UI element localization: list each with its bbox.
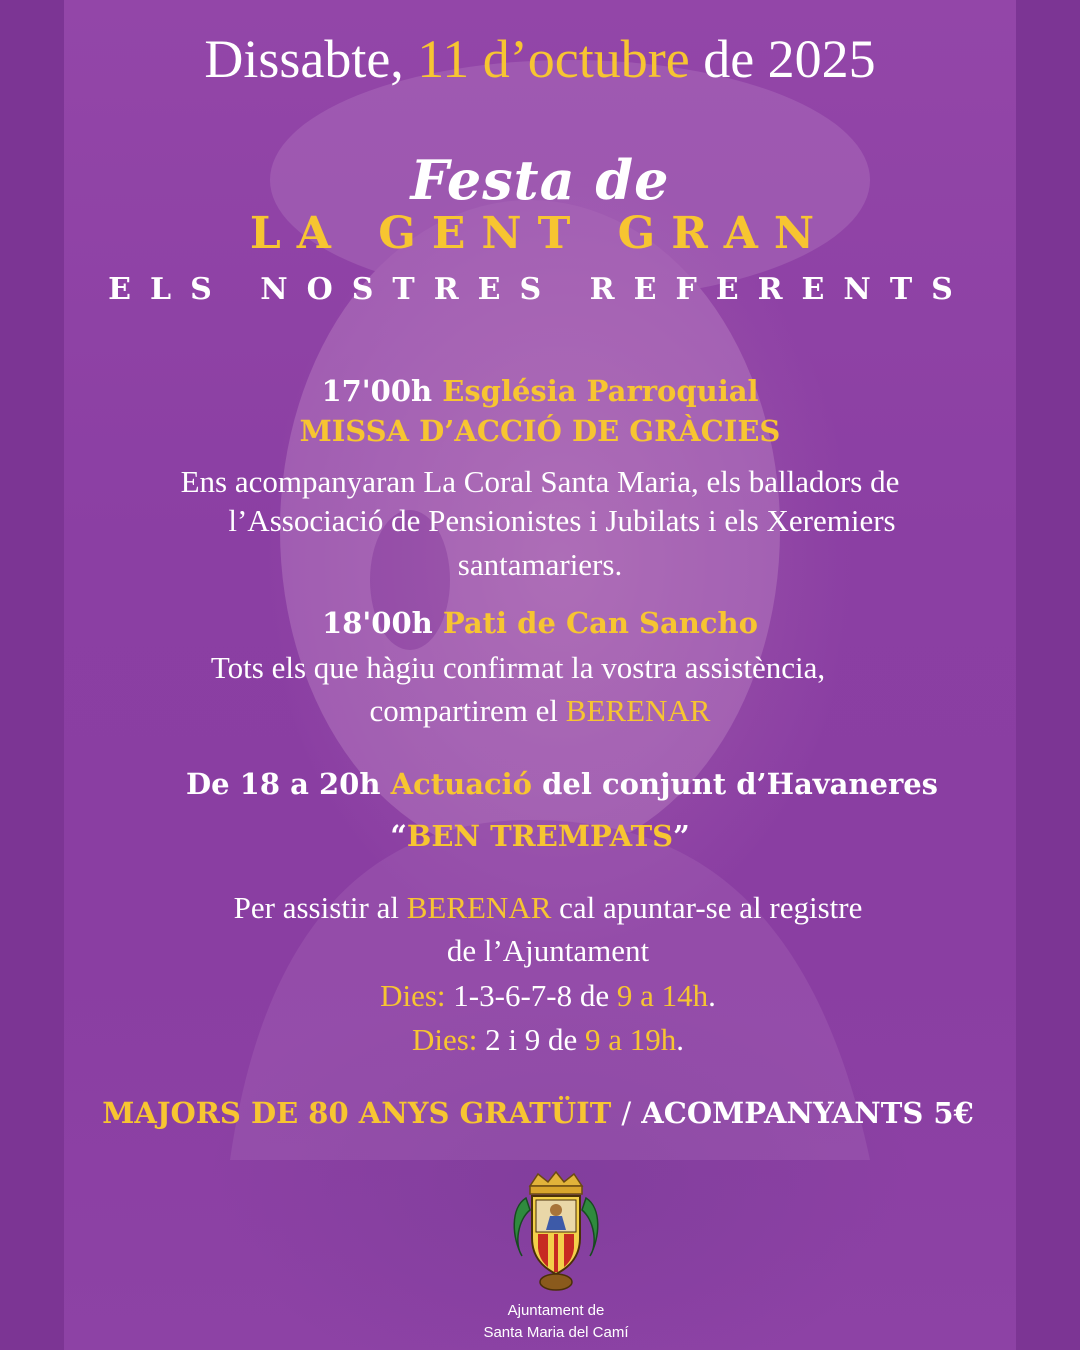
date-prefix: Dissabte, <box>204 29 404 89</box>
registration-days1 <box>8 978 1080 1014</box>
days2-label: Dies: <box>411 1022 478 1057</box>
footer-org-line2: Santa Maria del Camí <box>483 1324 629 1341</box>
event2-desc-line2 <box>0 693 1080 729</box>
event1-place: Església Parroquial <box>442 374 759 408</box>
registration-highlight: BERENAR <box>406 890 552 925</box>
event2-desc-line1: Tots els que hàgiu confirmat la vostra assistència, <box>210 650 826 685</box>
registration-line1 <box>8 890 1080 926</box>
title-script: Festa de <box>410 148 670 212</box>
registration-line2: de l’Ajuntament <box>446 933 650 968</box>
date-highlight: 11 d’octubre <box>417 29 690 89</box>
event1-desc-line1: Ens acompanyaran La Coral Santa Maria, els balladors de <box>180 464 900 499</box>
pricing-companions: ACOMPANYANTS 5€ <box>641 1096 974 1130</box>
event2-desc-prefix: compartirem el <box>369 693 559 728</box>
registration-days2 <box>8 1022 1080 1058</box>
event3-heading <box>22 767 1080 801</box>
pricing <box>0 1096 1078 1130</box>
registration-suffix: cal apuntar-se al registre <box>559 890 863 925</box>
days1-end: . <box>708 978 716 1013</box>
pricing-free: MAJORS DE 80 ANYS GRATÜIT <box>102 1096 612 1130</box>
date-suffix: de 2025 <box>703 29 876 89</box>
pricing-separator: / <box>621 1096 632 1130</box>
footer-org-line1: Ajuntament de <box>507 1302 605 1319</box>
event3-highlight: Actuació <box>390 767 533 801</box>
days2-value: 2 i 9 de <box>485 1022 578 1057</box>
band-close-quote: ” <box>673 819 690 853</box>
event1-heading <box>0 374 1080 408</box>
event1-desc-line3: santamariers. <box>457 547 623 582</box>
registration-prefix: Per assistir al <box>233 890 399 925</box>
event1-desc-line2: l’Associació de Pensionistes i Jubilats i els Xeremiers <box>228 503 896 538</box>
event1-time: 17'00h <box>321 374 433 408</box>
days1-value: 1-3-6-7-8 de <box>453 978 610 1013</box>
event2-place: Pati de Can Sancho <box>442 606 758 640</box>
event1-name: MISSA D’ACCIÓ DE GRÀCIES <box>299 414 781 448</box>
event3-prefix: De 18 a 20h <box>185 767 381 801</box>
days1-hours: 9 a 14h <box>616 978 709 1013</box>
days2-hours: 9 a 19h <box>585 1022 677 1057</box>
days2-end: . <box>676 1022 685 1057</box>
event2-desc-highlight: BERENAR <box>565 693 711 728</box>
title-main: LA GENT GRAN <box>249 208 831 259</box>
event-date <box>0 28 1080 90</box>
event3-band <box>0 819 1080 853</box>
band-open-quote: “ <box>390 819 407 853</box>
days1-label: Dies: <box>380 978 446 1013</box>
band-name: BEN TREMPATS <box>406 819 674 853</box>
event2-heading <box>0 606 1080 640</box>
event3-suffix: del conjunt d’Havaneres <box>542 767 939 801</box>
event2-time: 18'00h <box>322 606 433 640</box>
title-subtitle: ELS NOSTRES REFERENTS <box>108 272 972 307</box>
coat-of-arms-icon <box>508 1168 604 1296</box>
